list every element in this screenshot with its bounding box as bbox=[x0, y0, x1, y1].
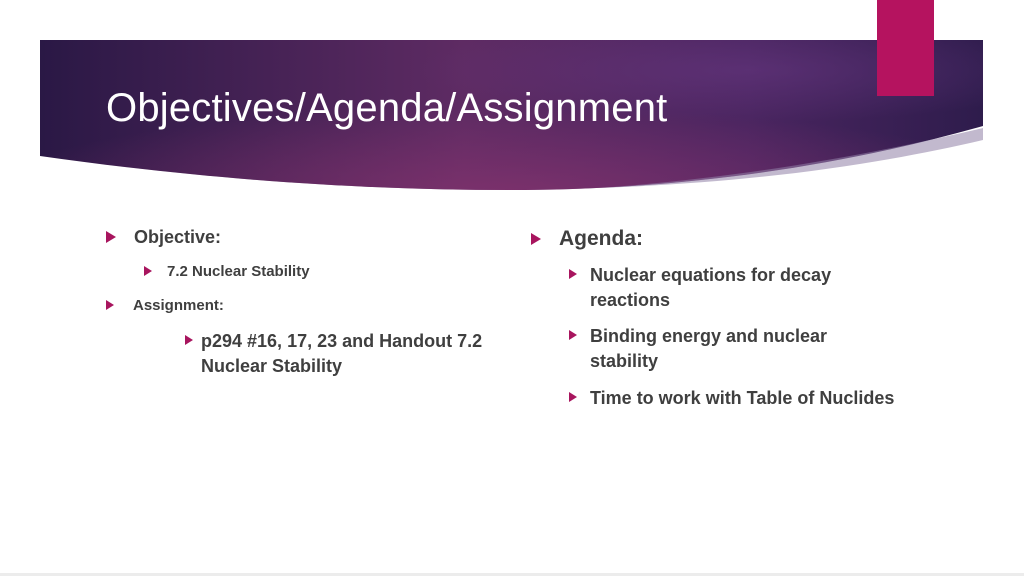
agenda-item-text: Binding energy and nuclear stability bbox=[590, 326, 828, 371]
objective-item bbox=[144, 262, 310, 281]
bullet-arrow-icon bbox=[569, 392, 577, 402]
agenda-item bbox=[569, 386, 899, 411]
agenda-item-text: Time to work with Table of Nuclides bbox=[590, 388, 895, 408]
objective-item-text: 7.2 Nuclear Stability bbox=[167, 263, 310, 280]
assignment-bullet bbox=[106, 296, 224, 315]
bullet-arrow-icon bbox=[106, 300, 114, 310]
agenda-item bbox=[569, 324, 899, 374]
accent-tab bbox=[877, 0, 934, 96]
bullet-arrow-icon bbox=[531, 233, 541, 245]
agenda-label: Agenda: bbox=[559, 227, 643, 250]
assignment-label: Assignment: bbox=[133, 297, 224, 314]
slide-title: Objectives/Agenda/Assignment bbox=[106, 86, 668, 130]
agenda-item-text: Nuclear equations for decay reactions bbox=[590, 265, 832, 310]
bullet-arrow-icon bbox=[144, 266, 152, 276]
assignment-item-text: p294 #16, 17, 23 and Handout 7.2 Nuclear Stability bbox=[201, 331, 483, 376]
objective-bullet bbox=[106, 226, 221, 249]
bullet-arrow-icon bbox=[106, 231, 116, 243]
bullet-arrow-icon bbox=[185, 335, 193, 345]
objective-label: Objective: bbox=[134, 227, 222, 247]
agenda-item bbox=[569, 263, 899, 313]
assignment-item bbox=[185, 329, 515, 379]
bullet-arrow-icon bbox=[569, 330, 577, 340]
agenda-bullet bbox=[531, 226, 643, 253]
bullet-arrow-icon bbox=[569, 269, 577, 279]
